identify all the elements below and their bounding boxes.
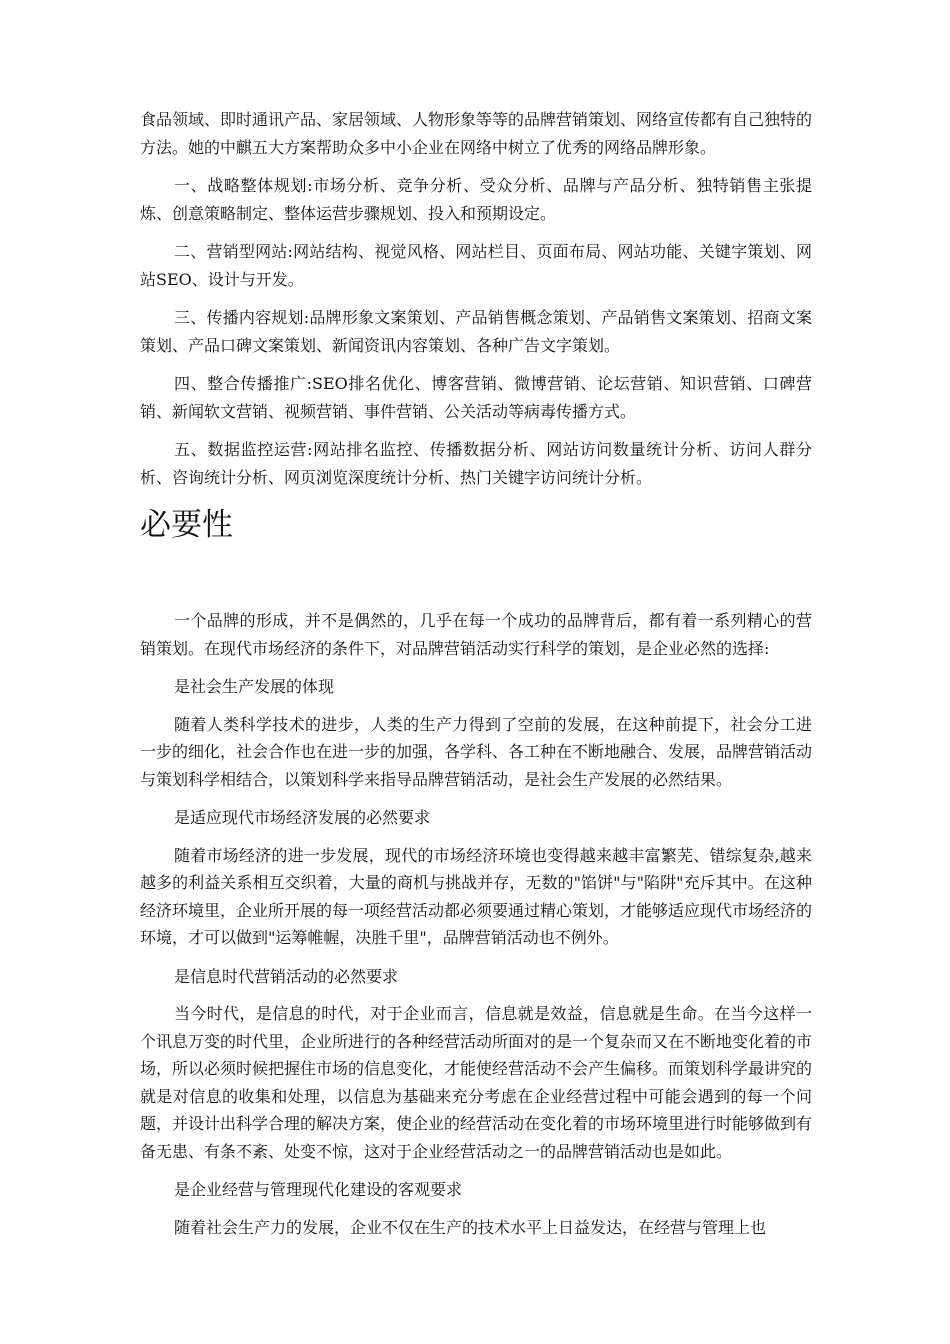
subsection-title: 是信息时代营销活动的必然要求 (174, 966, 399, 986)
plan-item-strategy: 一、战略整体规划:市场分析、竞争分析、受众分析、品牌与产品分析、独特销售主张提炼、创意策略制定、整体运营步骤规划、投入和预期设定。 (140, 176, 812, 223)
plan-item-monitoring: 五、数据监控运营:网站排名监控、传播数据分析、网站访问数量统计分析、访问人群分析、咨询统计分析、网页浏览深度统计分析、热门关键字访问统计分析。 (140, 440, 812, 487)
subsection-title: 是社会生产发展的体现 (174, 677, 335, 696)
subsection-body: 随着人类科学技术的进步，人类的生产力得到了空前的发展，在这种前提下，社会分工进一步的细化，社会合作也在进一步的加强，各学科、各工种在不断地融合、发展，品牌营销活动与策划科学相结合，以策划科学来指导品牌营销活动，是社会生产发展的必然结果。 (140, 714, 813, 789)
subsection-body: 当今时代，是信息的时代，对于企业而言，信息就是效益，信息就是生命。在当今这样一个讯息万变的时代里，企业所进行的各种经营活动所面对的是一个复杂而又在不断地变化着的市场，所以必须时候把握住市场的信息变化，才能使经营活动不会产生偏移。而策划科学最讲究的就是对信息的收集和处理，以信息为基础来充分考虑在企业经营过程中可能会遇到的每一个问题，并设计出科学合理的解决方案，使企业的经营活动在变化着的市场环境里进行时能够做到有备无患、有条不紊、处变不惊，这对于企业经营活动之一的品牌营销活动也是如此。 (140, 1004, 813, 1161)
plan-item-content: 三、传播内容规划:品牌形象文案策划、产品销售概念策划、产品销售文案策划、招商文案策划、产品口碑文案策划、新闻资讯内容策划、各种广告文字策划。 (140, 308, 812, 355)
page-content (140, 106, 812, 1252)
section-heading: 必要性 (140, 507, 233, 543)
subsection-body: 随着社会生产力的发展，企业不仅在生产的技术水平上日益发达，在经营与管理上也 (174, 1217, 767, 1237)
plan-item-promotion: 四、整合传播推广:SEO排名优化、博客营销、微博营销、论坛营销、知识营销、口碑营销、新闻软文营销、视频营销、事件营销、公关活动等病毒传播方式。 (140, 374, 812, 421)
subsection-title: 是适应现代市场经济发展的必然要求 (174, 808, 431, 827)
subsection-body: 随着市场经济的进一步发展，现代的市场经济环境也变得越来越丰富繁芜、错综复杂,越来越多的利益关系相互交织着，大量的商机与挑战并存，无数的"馅饼"与"陷阱"充斥其中。在这种经济环境里，企业所开展的每一项经营活动都必须要通过精心策划，才能够适应现代市场经济的环境，才可以做到"运筹帷幄，决胜千里"，品牌营销活动也不例外。 (140, 845, 813, 947)
intro-paragraph: 一个品牌的形成，并不是偶然的，几乎在每一个成功的品牌背后，都有着一系列精心的营销策划。在现代市场经济的条件下，对品牌营销活动实行科学的策划，是企业必然的选择: (140, 611, 812, 658)
subsection-title: 是企业经营与管理现代化建设的客观要求 (174, 1180, 463, 1199)
plan-item-website: 二、营销型网站:网站结构、视觉风格、网站栏目、页面布局、网站功能、关键字策划、网站SEO、设计与开发。 (140, 242, 812, 289)
continuation-paragraph: 食品领域、即时通讯产品、家居领域、人物形象等等的品牌营销策划、网络宣传都有自己独特的方法。她的中麒五大方案帮助众多中小企业在网络中树立了优秀的网络品牌形象。 (140, 110, 813, 157)
